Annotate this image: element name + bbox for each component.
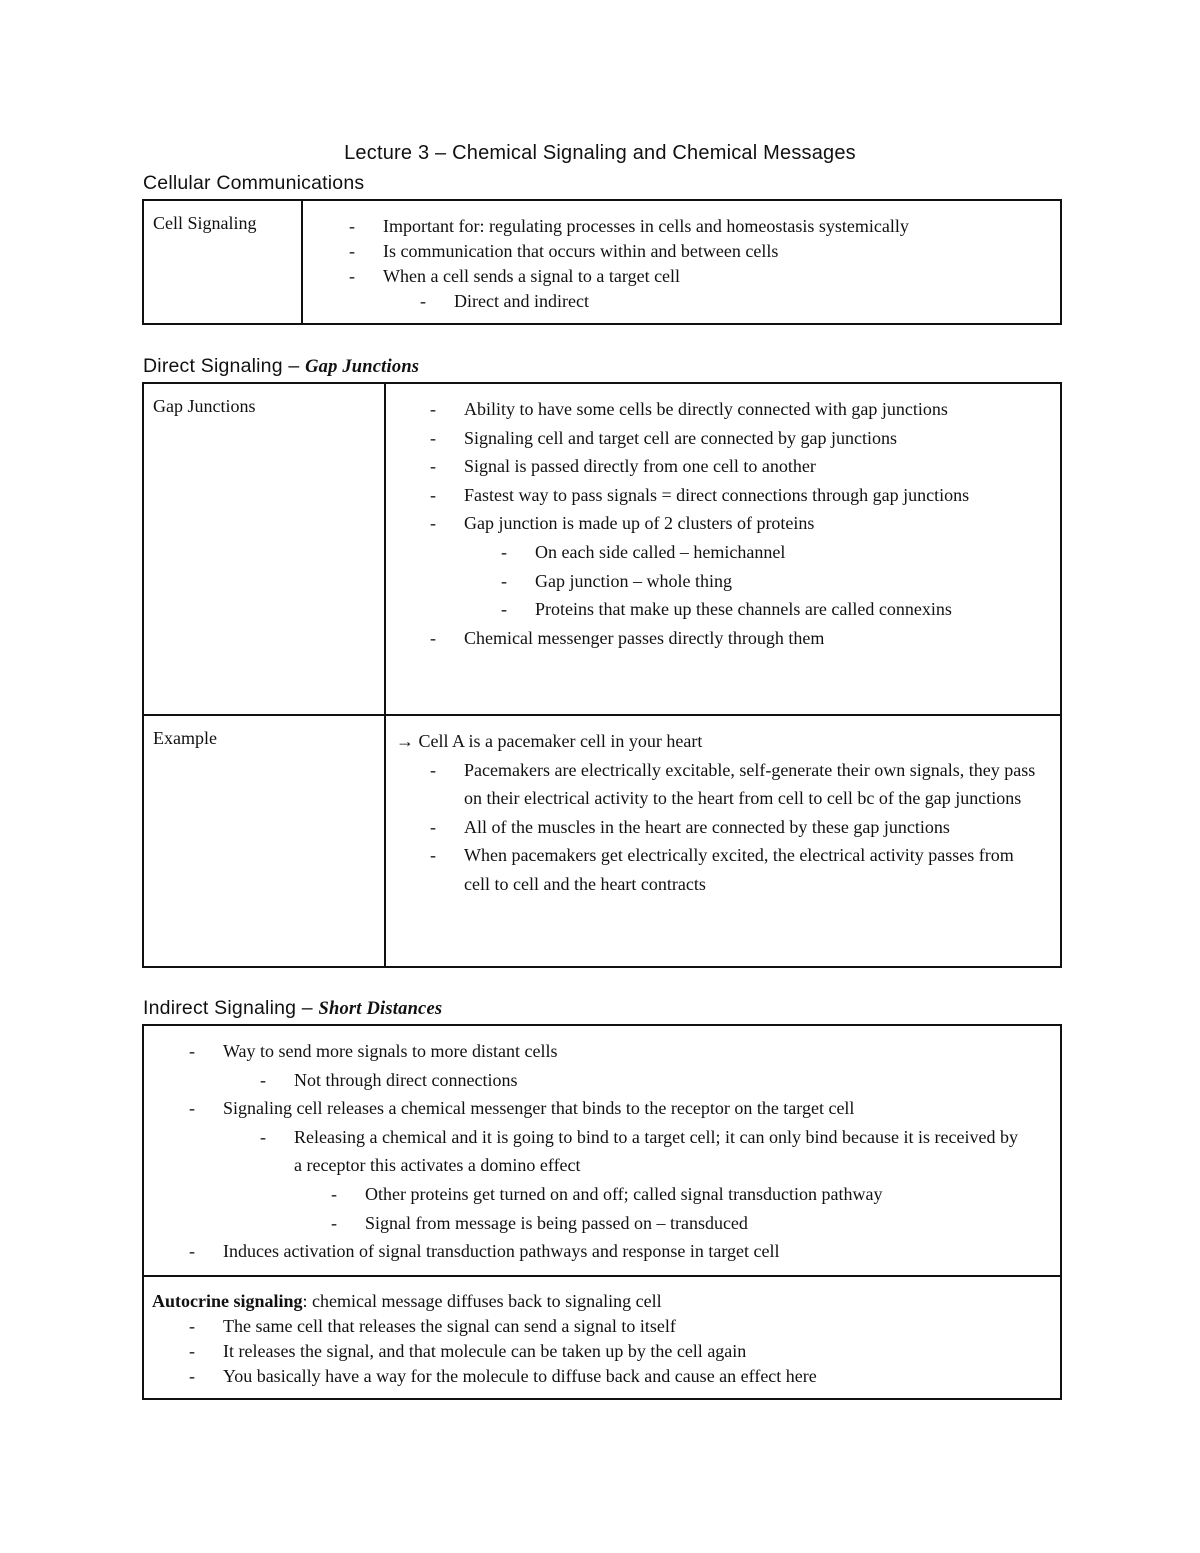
list-item: - It releases the signal, and that molecule can be taken up by the cell again	[223, 1339, 1060, 1364]
list-subitem: - Not through direct connections	[294, 1066, 1030, 1095]
example-content-cell	[385, 715, 1061, 967]
list-subitem: - Direct and indirect	[454, 289, 1060, 314]
gap-junctions-content-cell	[385, 383, 1061, 715]
indirect-signaling-list	[144, 1026, 1060, 1266]
indirect-signaling-heading-emphasis: Short Distances	[318, 999, 443, 1019]
cell-signaling-list	[303, 201, 1060, 314]
list-item: - Signal is passed directly from one cell to another	[464, 452, 1050, 481]
indirect-signaling-heading-prefix: Indirect Signaling –	[143, 997, 319, 1019]
list-item: - Signaling cell releases a chemical messenger that binds to the receptor on the target cell	[223, 1094, 1030, 1123]
indirect-signaling-content-cell	[143, 1025, 1061, 1276]
list-item: - Fastest way to pass signals = direct connections through gap junctions	[464, 481, 1004, 510]
list-subitem: - On each side called – hemichannel	[535, 538, 1050, 567]
list-subitem: - Releasing a chemical and it is going to bind to a target cell; it can only bind because it is received by a receptor this activates a domino effect	[294, 1123, 1030, 1180]
example-list	[386, 756, 1060, 899]
direct-signaling-heading	[143, 355, 419, 378]
list-subitem: - Proteins that make up these channels are called connexins	[535, 595, 1050, 624]
gap-junctions-label-cell	[143, 383, 385, 715]
autocrine-content-cell	[143, 1276, 1061, 1399]
list-item: - Way to send more signals to more distant cells	[223, 1037, 1030, 1066]
autocrine-definition	[144, 1277, 1060, 1314]
list-item: - When pacemakers get electrically excited, the electrical activity passes from cell to cell and the heart contracts	[464, 841, 1024, 898]
autocrine-definition-text: : chemical message diffuses back to signaling cell	[302, 1291, 662, 1311]
list-item: - Gap junction is made up of 2 clusters of proteins	[464, 509, 1050, 538]
direct-signaling-table	[142, 382, 1062, 968]
cell-signaling-label: Cell Signaling	[153, 213, 257, 233]
list-item: - When a cell sends a signal to a target cell	[383, 264, 1060, 289]
list-item: - Signaling cell and target cell are connected by gap junctions	[464, 424, 1050, 453]
cell-signaling-table	[142, 199, 1062, 325]
gap-junctions-label: Gap Junctions	[153, 396, 256, 416]
list-item: - You basically have a way for the molecule to diffuse back and cause an effect here	[223, 1364, 1060, 1389]
list-item: - Pacemakers are electrically excitable, self-generate their own signals, they pass on their electrical activity to the heart from cell to cell bc of the gap junctions	[464, 756, 1052, 813]
list-subsubitem: - Signal from message is being passed on – transduced	[365, 1209, 1030, 1238]
autocrine-list	[144, 1314, 1060, 1389]
example-label-cell	[143, 715, 385, 967]
indirect-signaling-heading	[143, 997, 442, 1020]
document-title: Lecture 3 – Chemical Signaling and Chemical Messages	[344, 142, 856, 164]
list-item: - Ability to have some cells be directly connected with gap junctions	[464, 395, 1050, 424]
list-item: - All of the muscles in the heart are connected by these gap junctions	[464, 813, 1052, 842]
list-item: - The same cell that releases the signal can send a signal to itself	[223, 1314, 1060, 1339]
list-item: - Chemical messenger passes directly through them	[464, 624, 1050, 653]
indirect-signaling-table	[142, 1024, 1062, 1400]
gap-junctions-list	[386, 384, 1060, 652]
list-subsubitem: - Other proteins get turned on and off; called signal transduction pathway	[365, 1180, 1030, 1209]
list-item: - Is communication that occurs within and between cells	[383, 239, 1060, 264]
example-intro: → Cell A is a pacemaker cell in your heart	[396, 731, 703, 751]
list-item: - Important for: regulating processes in cells and homeostasis systemically	[383, 214, 1060, 239]
list-subitem: - Gap junction – whole thing	[535, 567, 1050, 596]
example-label: Example	[153, 728, 217, 748]
cell-signaling-content-cell	[302, 200, 1061, 324]
autocrine-term: Autocrine signaling	[152, 1291, 303, 1311]
direct-signaling-heading-prefix: Direct Signaling –	[143, 355, 306, 377]
direct-signaling-heading-emphasis: Gap Junctions	[305, 357, 420, 377]
cell-signaling-label-cell	[143, 200, 302, 324]
list-item: - Induces activation of signal transduction pathways and response in target cell	[223, 1237, 1030, 1266]
cellular-communications-heading: Cellular Communications	[143, 172, 365, 194]
